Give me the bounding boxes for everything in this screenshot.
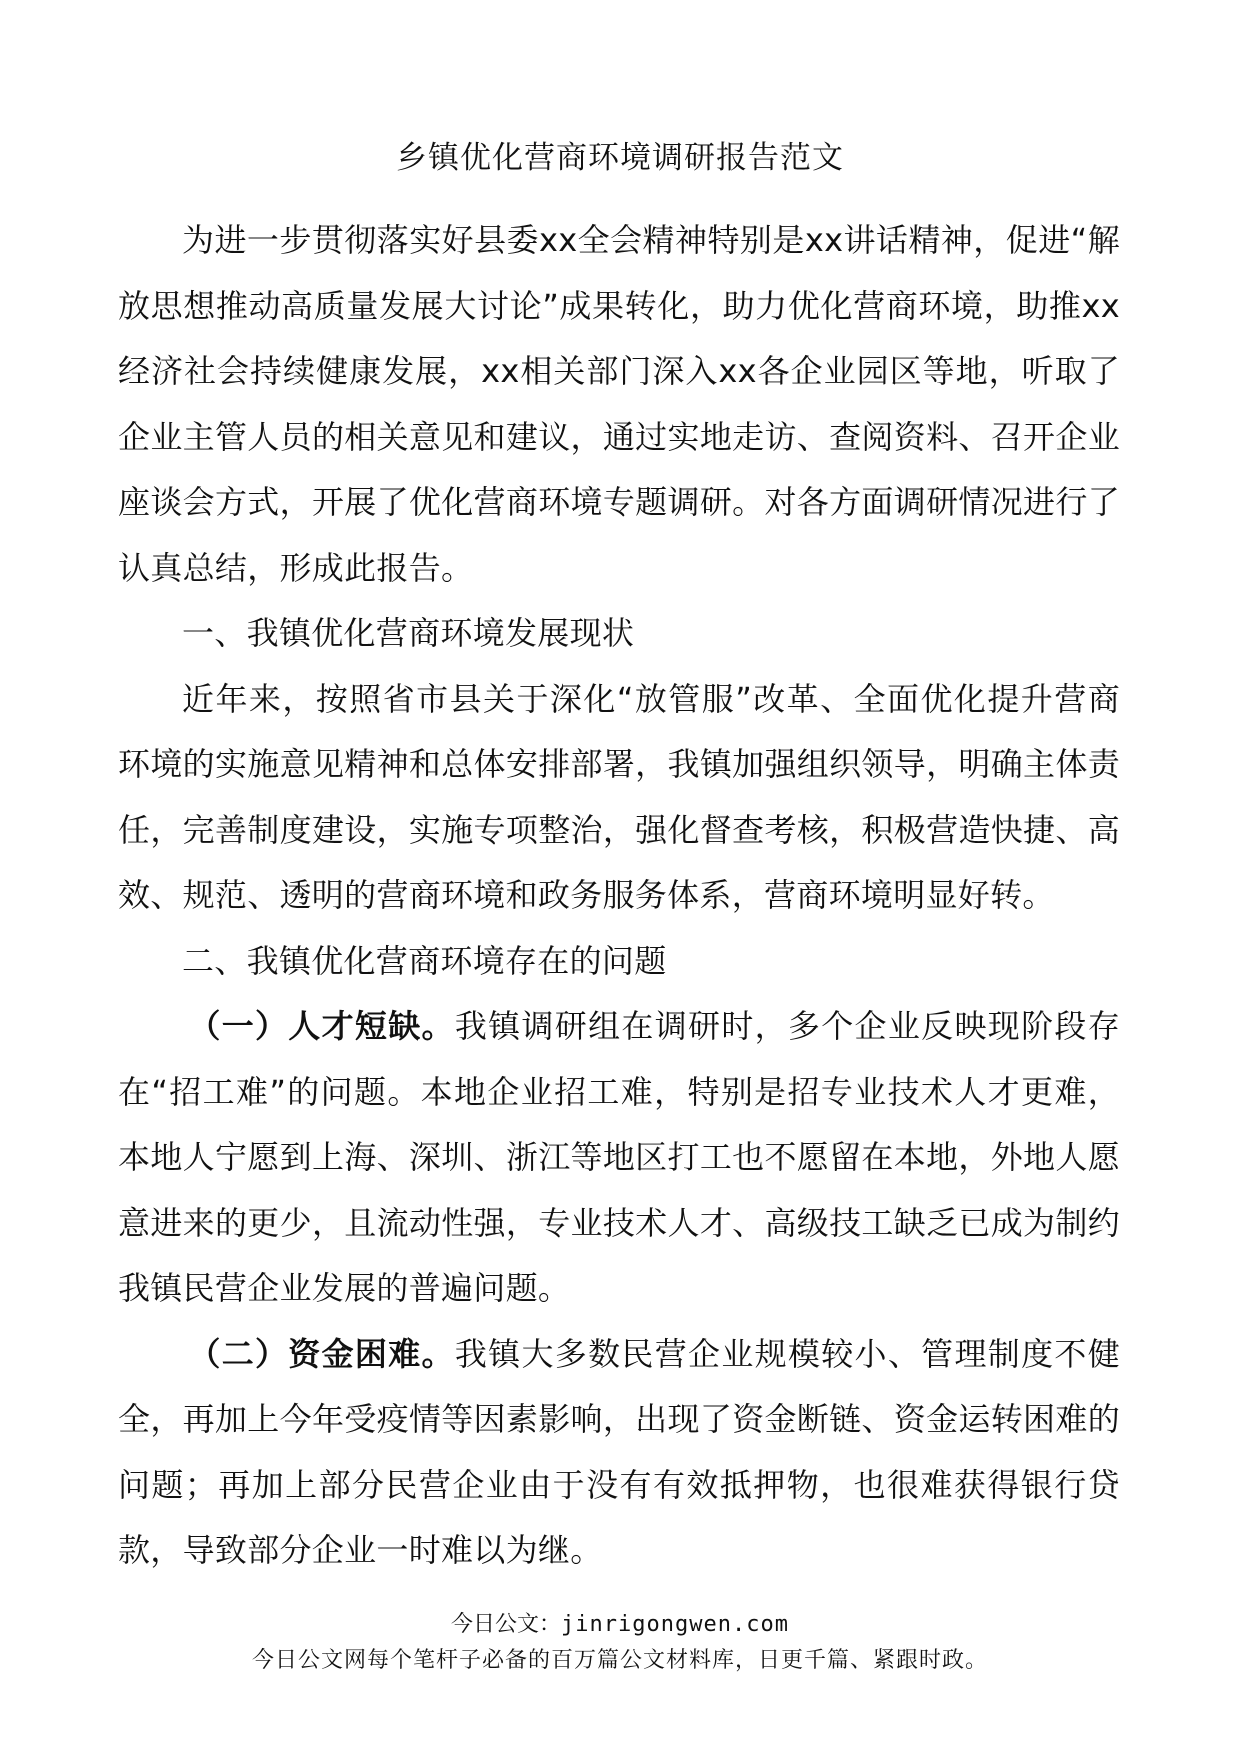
issue-2-lead: （二）资金困难。 — [188, 1334, 455, 1373]
issue-1-paragraph — [118, 994, 1120, 1322]
footer-slogan: 今日公文网每个笔杆子必备的百万篇公文材料库，日更千篇、紧跟时政。 — [251, 1648, 988, 1673]
issue-2-paragraph — [118, 1322, 1120, 1584]
footer-site — [0, 1610, 1240, 1640]
section-2-heading: 二、我镇优化营商环境存在的问题 — [182, 941, 667, 980]
document-body — [118, 208, 1120, 1584]
section-1-heading: 一、我镇优化营商环境发展现状 — [182, 614, 635, 652]
footer-site-domain[interactable]: jinrigongwen.com — [561, 1612, 789, 1637]
section-1-paragraph: 近年来，按照省市县关于深化“放管服”改革、全面优化提升营商环境的实施意见精神和总体安排部署，我镇加强组织领导，明确主体责任，完善制度建设，实施专项整治，强化督查考核，积极营造快捷、高效、规范、透明的营商环境和政务服务体系，营商环境明显好转。 — [118, 679, 1120, 914]
intro-paragraph: 为进一步贯彻落实好县委xx全会精神特别是xx讲话精神，促进“解放思想推动高质量发展大讨论”成果转化，助力优化营商环境，助推xx经济社会持续健康发展，xx相关部门深入xx各企业园区等地，听取了企业主管人员的相关意见和建议，通过实地走访、查阅资料、召开企业座谈会方式，开展了优化营商环境专题调研。对各方面调研情况进行了认真总结，形成此报告。 — [118, 221, 1120, 587]
document-title: 乡镇优化营商环境调研报告范文 — [396, 140, 844, 176]
issue-1-lead: （一）人才短缺。 — [188, 1007, 455, 1045]
issue-1-body: 我镇调研组在调研时，多个企业反映现阶段存在“招工难”的问题。本地企业招工难，特别是招专业技术人才更难，本地人宁愿到上海、深圳、浙江等地区打工也不愿留在本地，外地人愿意进来的更少，且流动性强，专业技术人才、高级技工缺乏已成为制约我镇民营企业发展的普遍问题。 — [118, 1007, 1120, 1307]
footer-site-label: 今日公文： — [451, 1612, 562, 1637]
issue-2-body: 我镇大多数民营企业规模较小、管理制度不健全，再加上今年受疫情等因素影响，出现了资金断链、资金运转困难的问题；再加上部分民营企业由于没有有效抵押物，也很难获得银行贷款，导致部分企业一时难以为继。 — [118, 1334, 1120, 1569]
